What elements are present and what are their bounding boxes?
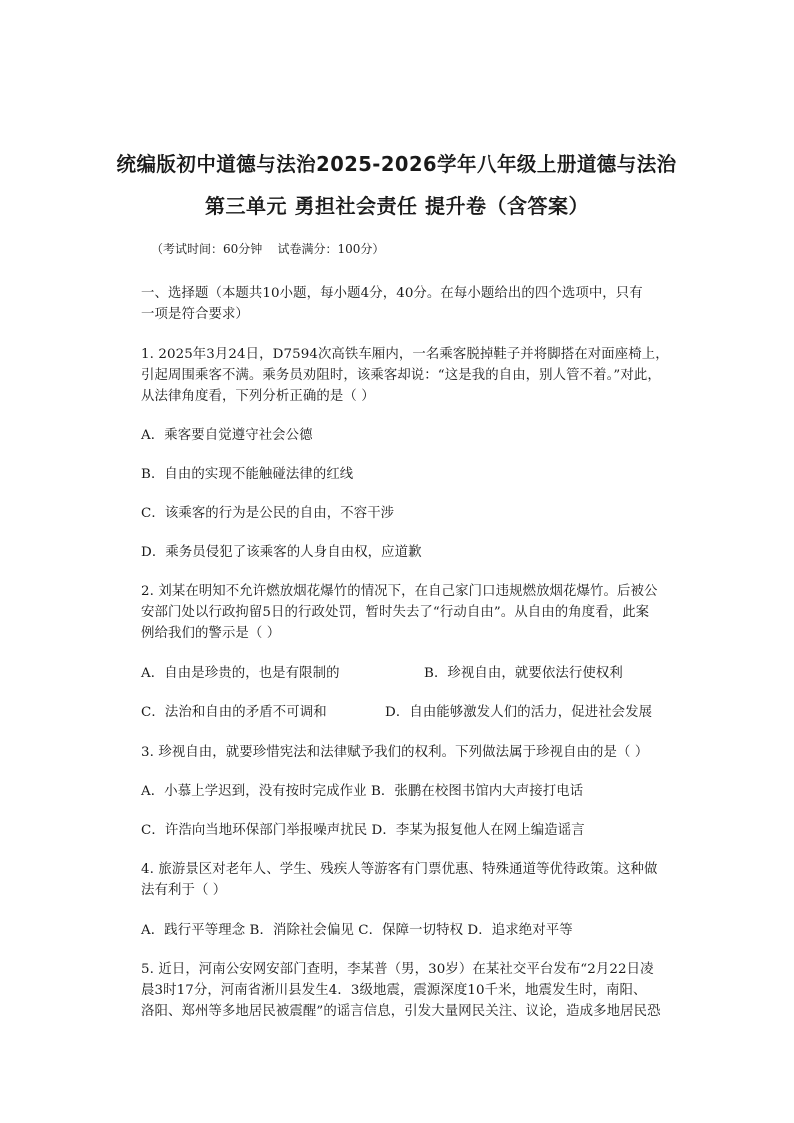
q3-stem-line-1: 3. 珍视自由，就要珍惜宪法和法律赋予我们的权利。下列做法属于珍视自由的是（ ） <box>141 745 649 760</box>
q4-stem-line-2: 法有利于（ ） <box>141 883 227 898</box>
q1-option-c: C．该乘客的行为是公民的自由，不容干涉 <box>141 506 395 521</box>
q4-options: A．践行平等理念 B．消除社会偏见 C．保障一切特权 D．追求绝对平等 <box>141 923 573 938</box>
q3-options-cd: C．许浩向当地环保部门举报噪声扰民 D．李某为报复他人在网上编造谣言 <box>141 823 585 838</box>
exam-title-line-2: 第三单元 勇担社会责任 提升卷（含答案） <box>205 194 589 218</box>
q2-option-d: D．自由能够激发人们的活力，促进社会发展 <box>385 705 653 720</box>
q5-stem-line-3: 洛阳、郑州等多地居民被震醒”的谣言信息，引发大量网民关注、议论，造成多地居民恐 <box>141 1004 661 1019</box>
q2-option-b: B．珍视自由，就要依法行使权利 <box>424 666 623 681</box>
exam-title-line-1: 统编版初中道德与法治2025-2026学年八年级上册道德与法治 <box>116 152 678 176</box>
q2-stem-line-3: 例给我们的警示是（ ） <box>141 626 281 641</box>
exam-info: （考试时间：60分钟 试卷满分：100分） <box>151 242 385 256</box>
q2-stem-line-1: 2. 刘某在明知不允许燃放烟花爆竹的情况下，在自己家门口违规燃放烟花爆竹。后被公 <box>141 584 658 599</box>
section-heading-cont: 一项是符合要求） <box>141 307 249 322</box>
section-heading: 一、选择题（本题共10小题，每小题4分，40分。在每小题给出的四个选项中，只有 <box>141 286 643 301</box>
q1-option-a: A．乘客要自觉遵守社会公德 <box>141 428 313 443</box>
q2-option-c: C．法治和自由的矛盾不可调和 <box>141 705 327 720</box>
q4-stem-line-1: 4. 旅游景区对老年人、学生、残疾人等游客有门票优惠、特殊通道等优待政策。这种做 <box>141 862 658 877</box>
q5-stem-line-1: 5. 近日，河南公安网安部门查明，李某普（男，30岁）在某社交平台发布“2月22日凌 <box>141 962 654 977</box>
q1-option-b: B．自由的实现不能触碰法律的红线 <box>141 467 354 482</box>
q1-stem-line-3: 从法律角度看，下列分析正确的是（ ） <box>141 389 375 404</box>
q2-option-a: A．自由是珍贵的，也是有限制的 <box>141 666 340 681</box>
q3-options-ab: A．小慕上学迟到，没有按时完成作业 B．张鹏在校图书馆内大声接打电话 <box>141 784 584 799</box>
q1-stem-line-1: 1. 2025年3月24日，D7594次高铁车厢内，一名乘客脱掉鞋子并将脚搭在对面座椅上， <box>141 347 669 362</box>
q5-stem-line-2: 晨3时17分，河南省淅川县发生4．3级地震，震源深度10千米，地震发生时，南阳、 <box>141 983 647 998</box>
q1-stem-line-2: 引起周围乘客不满。乘务员劝阻时，该乘客却说：“这是我的自由，别人管不着。”对此， <box>141 368 661 383</box>
q2-stem-line-2: 安部门处以行政拘留5日的行政处罚，暂时失去了“行动自由”。从自由的角度看，此案 <box>141 605 650 620</box>
q1-option-d: D．乘务员侵犯了该乘客的人身自由权，应道歉 <box>141 545 422 560</box>
